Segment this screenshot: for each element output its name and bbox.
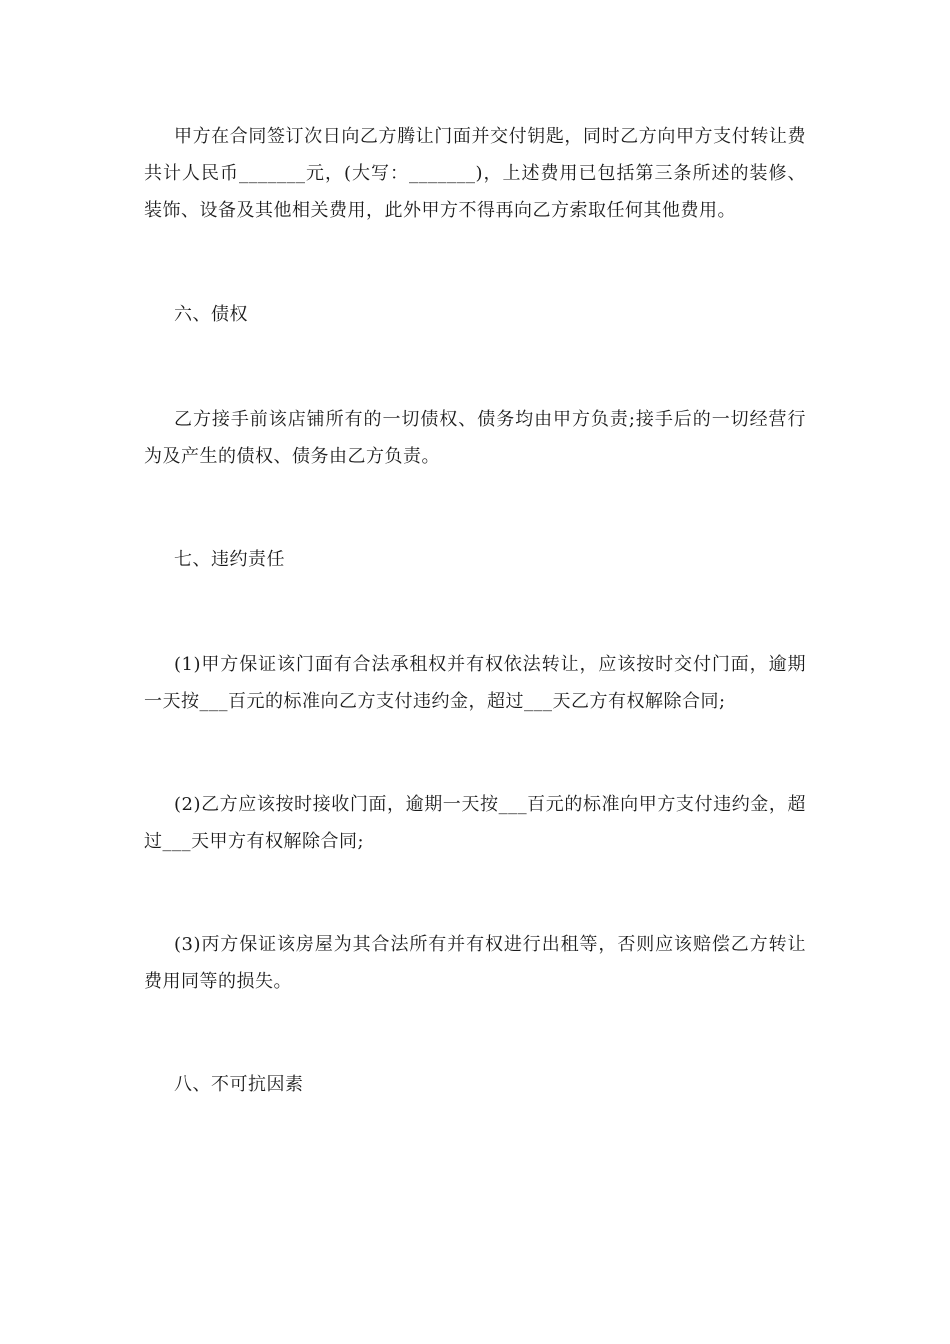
section-7-heading: 七、违约责任 bbox=[174, 549, 285, 570]
section-7-item-2: (2)乙方应该按时接收门面，逾期一天按___百元的标准向甲方支付违约金，超过___天甲方有权解除合同; bbox=[144, 794, 806, 852]
section-6-body: 乙方接手前该店铺所有的一切债权、债务均由甲方负责;接手后的一切经营行为及产生的债权、债务由乙方负责。 bbox=[144, 409, 806, 467]
section-6-heading: 六、债权 bbox=[174, 304, 248, 325]
section-7-item-1: (1)甲方保证该门面有合法承租权并有权依法转让，应该按时交付门面，逾期一天按___百元的标准向乙方支付违约金，超过___天乙方有权解除合同; bbox=[144, 654, 806, 712]
transfer-fee-paragraph: 甲方在合同签订次日向乙方腾让门面并交付钥匙，同时乙方向甲方支付转让费共计人民币_______元，(大写：_______)，上述费用已包括第三条所述的装修、装饰、设备及其他相关费用，此外甲方不得再向乙方索取任何其他费用。 bbox=[144, 126, 806, 221]
section-8-heading: 八、不可抗因素 bbox=[174, 1074, 304, 1095]
section-7-item-3: (3)丙方保证该房屋为其合法所有并有权进行出租等，否则应该赔偿乙方转让费用同等的损失。 bbox=[144, 934, 806, 992]
